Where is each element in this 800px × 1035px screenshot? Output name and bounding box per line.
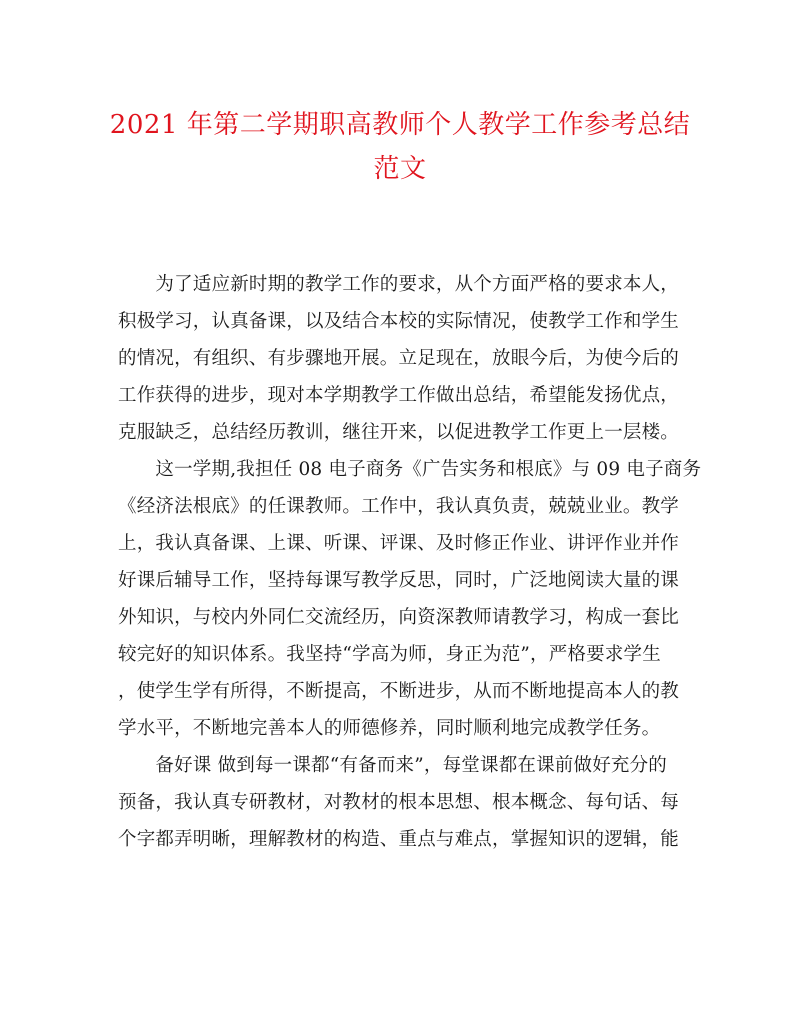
text-line: 工作获得的进步，现对本学期教学工作做出总结，希望能发扬优点， [118, 385, 680, 406]
text-line: 这一学期,我担任 08 电子商务《广告实务和根底》与 09 电子商务 [118, 459, 702, 480]
text-line: 《经济法根底》的任课教师。工作中，我认真负责，兢兢业业。教学 [118, 496, 680, 517]
text-line: 备好课 做到每一课都“有备而来”，每堂课都在课前做好充分的 [118, 755, 667, 776]
text-line: 个字都弄明晰，理解教材的构造、重点与难点，掌握知识的逻辑，能 [118, 829, 680, 850]
text-line: 好课后辅导工作，坚持每课写教学反思，同时，广泛地阅读大量的课 [118, 570, 680, 591]
text-line: 较完好的知识体系。我坚持“学高为师，身正为范”，严格要求学生 [118, 644, 661, 665]
text-line: 学水平，不断地完善本人的师德修养，同时顺利地完成教学任务。 [118, 718, 661, 739]
text-line: 的情况，有组织、有步骤地开展。立足现在，放眼今后，为使今后的 [118, 348, 680, 369]
text-line: 为了适应新时期的教学工作的要求，从个方面严格的要求本人， [118, 274, 680, 295]
document-title [100, 103, 700, 191]
text-line: 克服缺乏，总结经历教训，继往开来，以促进教学工作更上一层楼。 [118, 422, 680, 443]
text-line: 上，我认真备课、上课、听课、评课、及时修正作业、讲评作业并作 [118, 533, 680, 554]
title-line-2: 范文 [373, 154, 427, 184]
text-line: 积极学习，认真备课，以及结合本校的实际情况，使教学工作和学生 [118, 311, 680, 332]
document-body [118, 266, 702, 858]
paragraph-3 [118, 747, 698, 858]
title-line-1: 2021 年第二学期职高教师个人教学工作参考总结 [109, 110, 691, 140]
text-line: ，使学生学有所得，不断提高，不断进步，从而不断地提高本人的教 [118, 681, 680, 702]
text-line: 预备，我认真专研教材，对教材的根本思想、根本概念、每句话、每 [118, 792, 680, 813]
text-line: 外知识，与校内外同仁交流经历，向资深教师请教学习，构成一套比 [118, 607, 680, 628]
paragraph-2 [118, 451, 702, 747]
paragraph-1 [118, 266, 698, 451]
